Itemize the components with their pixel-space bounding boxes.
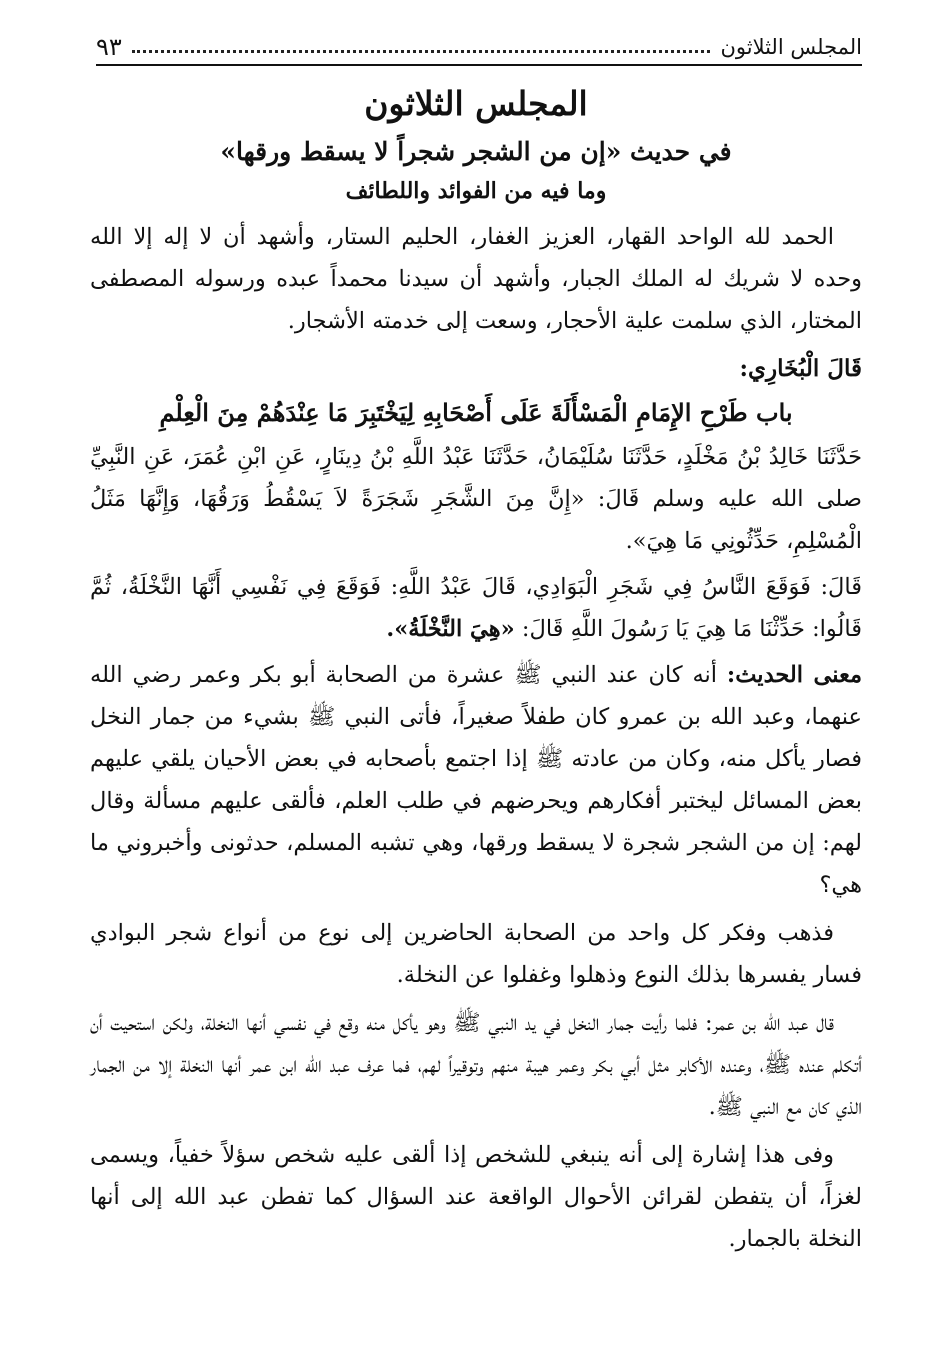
page-body [90, 216, 862, 1266]
running-header [96, 30, 862, 64]
meaning-text: أنه كان عند النبي ﷺ عشرة من الصحابة أبو بكر وعمر رضي الله عنهما، وعبد الله بن عمرو كان طفلاً صغيراً، فأتى النبي ﷺ بشيء من جمار النخل فصار يأكل منه، وكان من عادته ﷺ إذا اجتمع بأصحابه في بعض الأحيان يلقي عليهم بعض المسائل ليختبر أفكارهم ويحرضهم في طلب العلم، فألقى عليهم مسألة وقال لهم: إن من الشجر شجرة لا يسقط ورقها، وهي تشبه المسلم، حدثونى وأخبروني ما هي؟ [90, 662, 862, 898]
meaning-paragraph [90, 654, 862, 906]
meaning-label: معنى الحديث: [726, 662, 862, 688]
paragraph-4: وفى هذا إشارة إلى أنه ينبغي للشخص إذا ألقى عليه شخص سؤلاً خفياً، ويسمى لغزاً، أن يتفطن لقرائن الأحوال الواقعة عند السؤال كما تفطن عبد الله إلى أنها النخلة بالجمار. [90, 1142, 862, 1252]
page-number: ٩٣ [96, 33, 122, 61]
hadith-answer: «هِيَ النَّخْلَةُ». [386, 616, 515, 642]
hadith-paragraph-2-text: قَالَ: فَوَقَعَ النَّاسُ فِي شَجَرِ الْبَوَادِي، قَالَ عَبْدُ اللَّهِ: فَوَقَعَ فِي نَفْسِي أَنَّهَا النَّخْلَةُ، ثُمَّ قَالُوا: حَدِّثْنَا مَا هِيَ يَا رَسُولَ اللَّهِ قَالَ: [90, 574, 862, 642]
running-title: المجلس الثلاثون [720, 35, 862, 59]
subtitle-secondary: وما فيه من الفوائد واللطائف [345, 178, 607, 204]
paragraph-3: قال عبد الله بن عمر: فلما رأيت جمار النخل في يد النبي ﷺ وهو يأكل منه وقع في نفسي أنها النخلة، ولكن استحيت أن أتكلم عنده ﷺ، وعنده الأكابر مثل أبي بكر وعمر هيبة منهم وتوقيراً لهم، فما عرف عبد الله ابن عمر أنها النخلة إلا من الجمار الذي كان مع النبي ﷺ. [90, 1010, 862, 1120]
subtitle: في حديث «إن من الشجر شجراً لا يسقط ورقها» [220, 137, 732, 166]
chapter-heading: باب طَرْحِ الإِمَامِ الْمَسْأَلَةَ عَلَى أَصْحَابِهِ لِيَخْتَبِرَ مَا عِنْدَهُمْ مِنَ الْعِلْمِ [159, 398, 793, 427]
hadith-paragraph-1: حَدَّثَنَا خَالِدُ بْنُ مَخْلَدٍ، حَدَّثَنَا سُلَيْمَانُ، حَدَّثَنَا عَبْدُ اللَّهِ بْنُ دِينَارٍ، عَنِ ابْنِ عُمَرَ، عَنِ النَّبِيِّ صلى الله عليه وسلم قَالَ: «إِنَّ مِنَ الشَّجَرِ شَجَرَةً لاَ يَسْقُطُ وَرَقُهَا، وَإِنَّهَا مَثَلُ الْمُسْلِمِ، حَدِّثُونِي مَا هِيَ». [90, 444, 862, 554]
header-rule [96, 64, 862, 66]
intro-paragraph: الحمد لله الواحد القهار، العزيز الغفار، الحليم الستار، وأشهد أن لا إله إلا الله وحده لا شريك له الملك الجبار، وأشهد أن سيدنا محمداً عبده ورسوله المصطفى المختار، الذي سلمت علية الأحجار، وسعت إلى خدمته الأشجار. [90, 224, 862, 334]
hadith-text [90, 436, 862, 650]
bukhari-heading: قَالَ الْبُخَارِي: [739, 355, 862, 382]
paragraph-2: فذهب وفكر كل واحد من الصحابة الحاضرين إلى نوع من أنواع شجر البوادي فسار يفسرها بذلك النوع وذهلوا وغفلوا عن النخلة. [90, 920, 862, 988]
chapter-titles [90, 82, 862, 210]
main-title: المجلس الثلاثون [364, 84, 588, 123]
hadith-paragraph-2 [90, 566, 862, 650]
header-dotted-leader [132, 50, 711, 53]
